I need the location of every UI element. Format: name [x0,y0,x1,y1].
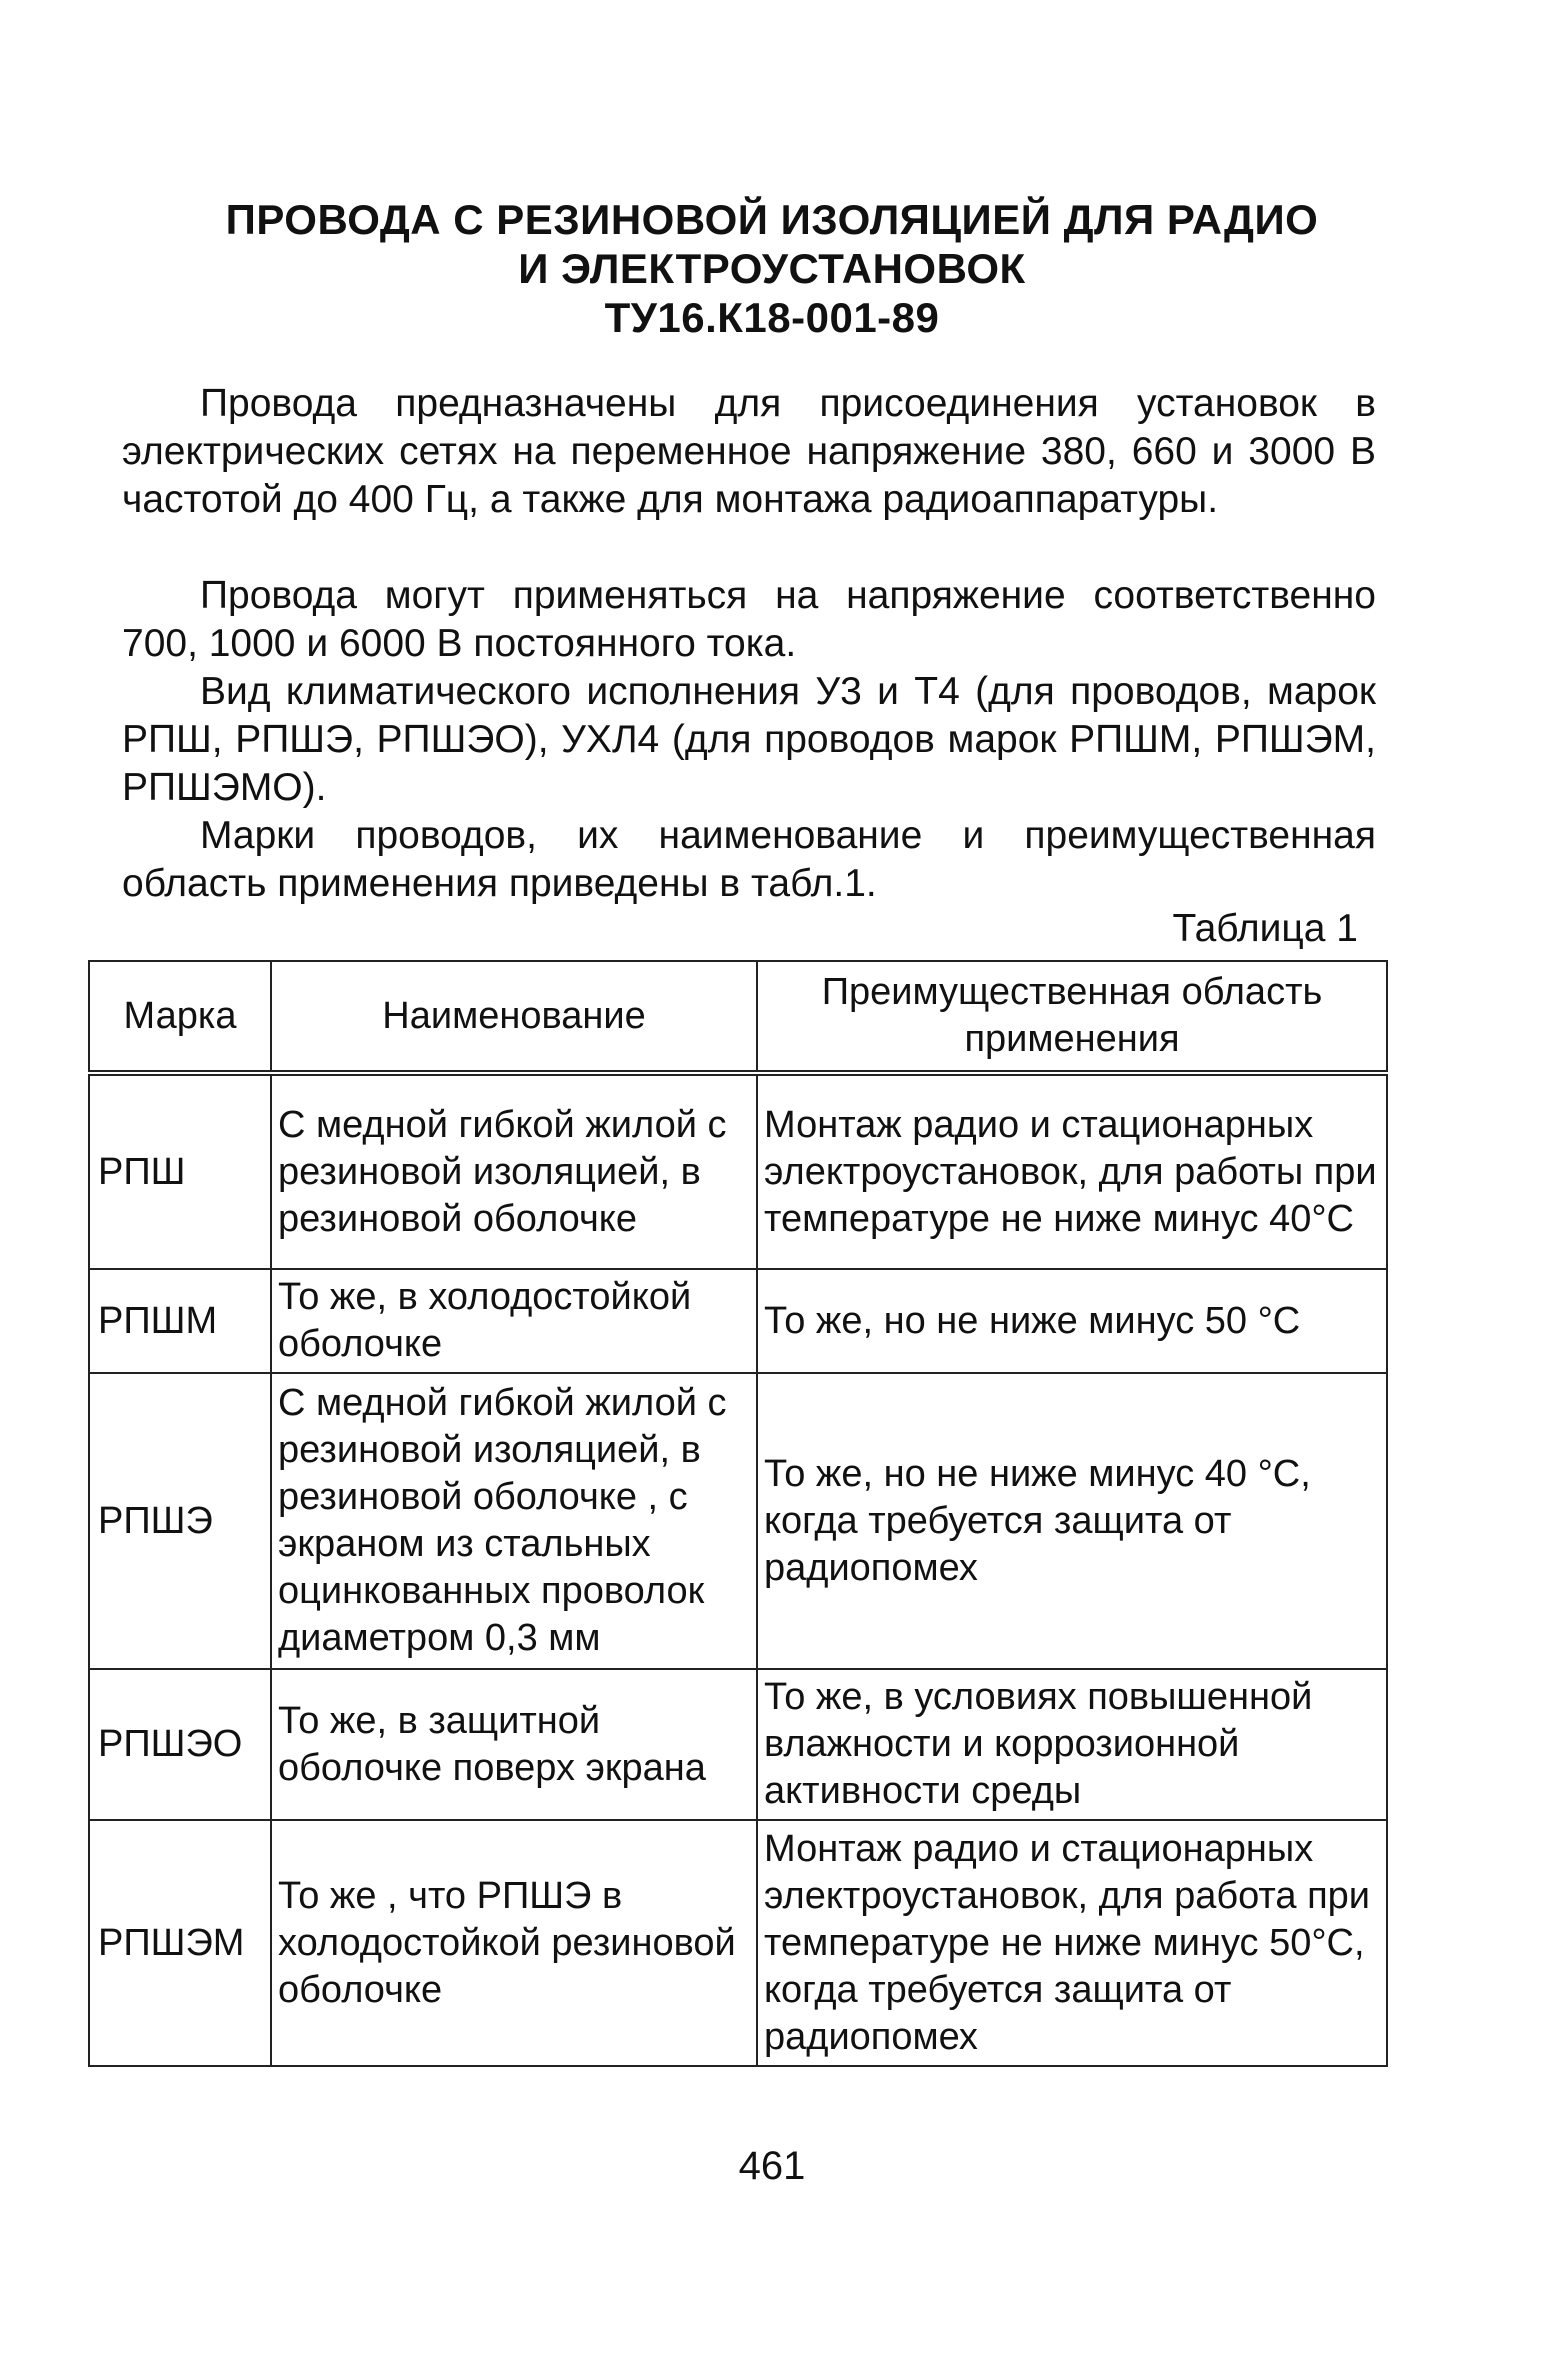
document-title-line-2: И ЭЛЕКТРОУСТАНОВОК [518,245,1026,292]
column-header-name: Наименование [271,961,757,1073]
table-row [89,1073,1387,1269]
cell-name: То же, в защитной оболочке поверх экрана [271,1669,757,1820]
table-row [89,1269,1387,1373]
cell-application: То же, но не ниже минус 40 °С, когда требуется защита от радиопомех [757,1373,1387,1669]
paragraph-table-reference: Марки проводов, их наименование и преимущественная область применения приведены в табл.1. [122,814,1376,905]
document-title-line-1: ПРОВОДА С РЕЗИНОВОЙ ИЗОЛЯЦИЕЙ ДЛЯ РАДИО [225,196,1319,243]
cell-application: То же, но не ниже минус 50 °С [757,1269,1387,1373]
column-header-application: Преимущественная область применения [757,961,1387,1073]
wire-grades-table [88,960,1388,2067]
table-row [89,1669,1387,1820]
table-row [89,1820,1387,2066]
page-number: 461 [738,2144,806,2188]
cell-mark: РПШ [89,1073,271,1269]
paragraph-climate: Вид климатического исполнения У3 и Т4 (для проводов, марок РПШ, РПШЭ, РПШЭО), УХЛ4 (для проводов марок РПШМ, РПШЭМ, РПШЭМО). [122,670,1376,809]
paragraph-dc-voltage: Провода могут применяться на напряжение соответственно 700, 1000 и 6000 В постоянного тока. [122,574,1376,665]
cell-mark: РПШЭМ [89,1820,271,2066]
cell-name: То же , что РПШЭ в холодостойкой резиновой оболочке [271,1820,757,2066]
cell-application: Монтаж радио и стационарных электроустановок, для работы при температуре не ниже минус 40°С [757,1073,1387,1269]
table-header-row [89,961,1387,1073]
cell-name: С медной гибкой жилой с резиновой изоляцией, в резиновой оболочке [271,1073,757,1269]
cell-mark: РПШЭО [89,1669,271,1820]
table-caption: Таблица 1 [1172,907,1358,950]
table-row [89,1373,1387,1669]
cell-application: Монтаж радио и стационарных электроустановок, для работа при температуре не ниже минус 50°С, когда требуется защита от радиопомех [757,1820,1387,2066]
cell-name: То же, в холодостойкой оболочке [271,1269,757,1373]
column-header-mark: Марка [89,961,271,1073]
paragraph-purpose: Провода предназначены для присоединения установок в электрических сетях на переменное напряжение 380, 660 и 3000 В частотой до 400 Гц, а также для монтажа радиоаппаратуры. [122,382,1376,521]
cell-mark: РПШМ [89,1269,271,1373]
cell-mark: РПШЭ [89,1373,271,1669]
cell-name: С медной гибкой жилой с резиновой изоляцией, в резиновой оболочке , с экраном из стальных оцинкованных проволок диаметром 0,3 мм [271,1373,757,1669]
cell-application: То же, в условиях повышенной влажности и коррозионной активности среды [757,1669,1387,1820]
document-code: ТУ16.К18-001-89 [604,294,940,341]
